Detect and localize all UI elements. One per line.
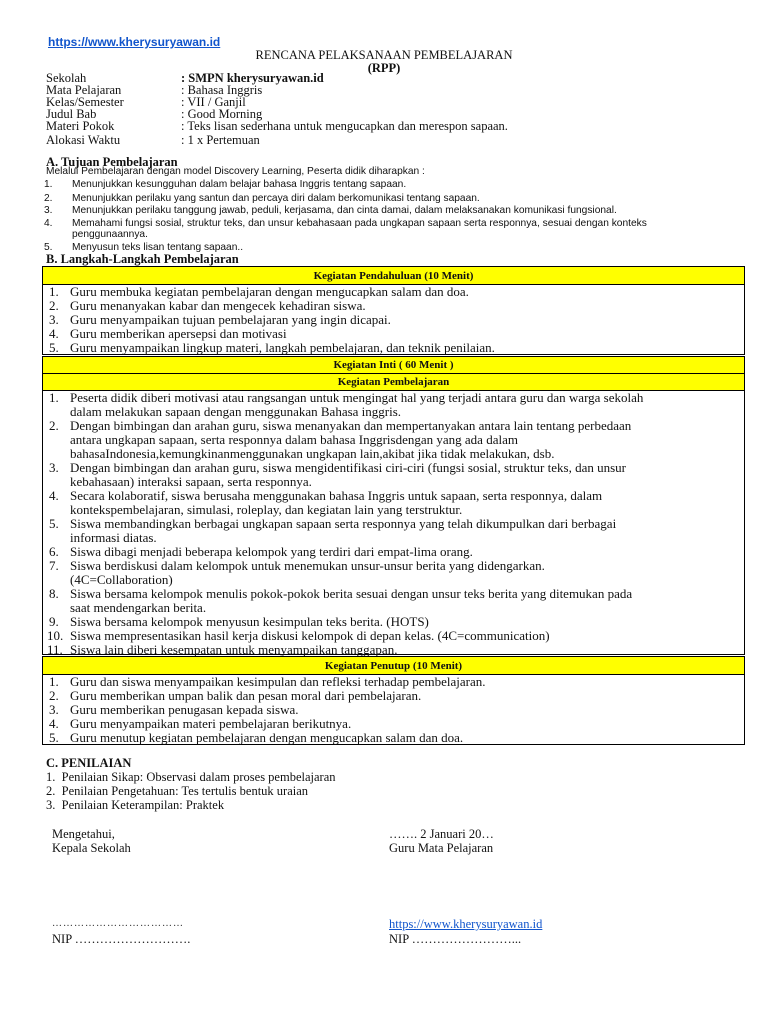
activity-number: 3. (49, 312, 59, 327)
signature-left-name-line: ……………………………… (52, 918, 184, 929)
goal-text: penggunaannya. (72, 229, 148, 240)
penilaian-number: 2. (46, 784, 56, 798)
activity-number: 8. (49, 586, 59, 601)
signature-date: ……. 2 Januari 20… (389, 827, 494, 841)
inti-header: Kegiatan Inti ( 60 Menit ) (43, 357, 744, 374)
activity-item (43, 615, 744, 629)
section-c-heading: C. PENILAIAN (46, 756, 132, 770)
activity-item (43, 717, 744, 731)
activity-text-line: Siswa berdiskusi dalam kelompok untuk menemukan unsur-unsur berita yang didengarkan. (70, 558, 545, 573)
section-a-heading: A. Tujuan Pembelajaran (46, 155, 178, 169)
identity-label: Kelas/Semester (46, 95, 124, 109)
signature-left-nip: NIP ………………………. (52, 932, 191, 946)
activity-item (43, 643, 744, 657)
identity-value: : 1 x Pertemuan (181, 133, 260, 147)
goal-text: Menunjukkan perilaku yang santun dan percaya diri dalam berkomunikasi tentang sapaan. (72, 193, 480, 204)
header-url-link[interactable]: https://www.kherysuryawan.id (48, 35, 221, 49)
activity-item (43, 689, 744, 703)
activity-text-line: Siswa membandingkan berbagai ungkapan sapaan serta responnya yang telah dikumpulkan dari berbagai (70, 516, 617, 531)
identity-label: Materi Pokok (46, 119, 115, 133)
activity-text-line: kontekspembelajaran, simulasi, roleplay, dan kegiatan lain yang terstruktur. (70, 502, 463, 517)
activity-text: Guru menyampaikan tujuan pembelajaran yang ingin dicapai. (70, 312, 391, 327)
identity-value: : VII / Ganjil (181, 95, 246, 109)
activity-number: 5. (49, 730, 59, 745)
goal-number: 1. (44, 179, 53, 190)
goal-number: 2. (44, 193, 53, 204)
activity-number: 2. (49, 418, 59, 433)
identity-label: Mata Pelajaran (46, 83, 122, 97)
activity-item (43, 285, 744, 299)
identity-value: : Good Morning (181, 107, 263, 121)
activity-text-line: Siswa mempresentasikan hasil kerja diskusi kelompok di depan kelas. (4C=communication) (70, 628, 550, 643)
activity-number: 1. (49, 674, 59, 689)
pendahuluan-table (42, 266, 745, 355)
activity-text-line: bahasaIndonesia,kemungkinanmenggunakan ungkapan lain,akibat jika tidak melakukan, dsb. (70, 446, 555, 461)
activity-item (43, 675, 744, 689)
activity-text-line: saat mendengarkan berita. (70, 600, 207, 615)
penilaian-item (46, 784, 308, 799)
signature-right-role: Guru Mata Pelajaran (389, 841, 494, 855)
goal-item (44, 179, 406, 191)
identity-label: Sekolah (46, 71, 87, 85)
identity-label: Judul Bab (46, 107, 97, 121)
activity-number: 4. (49, 716, 59, 731)
activity-text: Guru menyampaikan materi pembelajaran berikutnya. (70, 716, 352, 731)
activity-item (43, 327, 744, 341)
identity-label: Alokasi Waktu (46, 133, 121, 147)
activity-text-line: dalam melakukan sapaan dengan menggunakan Bahasa inggris. (70, 404, 402, 419)
activity-text: Guru memberikan umpan balik dan pesan moral dari pembelajaran. (70, 688, 422, 703)
inti-list (43, 391, 744, 657)
penilaian-number: 3. (46, 798, 56, 812)
activity-text: Guru menutup kegiatan pembelajaran dengan mengucapkan salam dan doa. (70, 730, 464, 745)
activity-text-line: Secara kolaboratif, siswa berusaha menggunakan bahasa Inggris untuk sapaan, serta responnya, dalam (70, 488, 603, 503)
activity-number: 1. (49, 390, 59, 405)
identity-value: : SMPN kherysuryawan.id (181, 71, 324, 85)
goal-text: Memahami fungsi sosial, struktur teks, dan unsur kebahasaan pada ungkapan sapaan serta responnya, sesuai dengan konteks (72, 218, 647, 229)
penilaian-number: 1. (46, 770, 56, 784)
activity-item (43, 341, 744, 355)
activity-number: 6. (49, 544, 59, 559)
activity-number: 10. (47, 628, 64, 643)
activity-text-line: Siswa lain diberi kesempatan untuk menyampaikan tanggapan. (70, 642, 398, 657)
activity-text-line: Peserta didik diberi motivasi atau rangsangan untuk mengingat hal yang terjadi antara guru dan warga sekolah (70, 390, 644, 405)
penutup-header: Kegiatan Penutup (10 Menit) (43, 657, 744, 675)
activity-text: Guru dan siswa menyampaikan kesimpulan dan refleksi terhadap pembelajaran. (70, 674, 486, 689)
activity-text-line: Dengan bimbingan dan arahan guru, siswa mengidentifikasi ciri-ciri (fungsi sosial, struktur teks, dan unsur (70, 460, 626, 475)
goal-item (44, 229, 148, 241)
identity-value: : Teks lisan sederhana untuk mengucapkan dan merespon sapaan. (181, 119, 508, 133)
activity-item (43, 703, 744, 717)
goal-number: 5. (44, 242, 53, 253)
activity-number: 1. (49, 284, 59, 299)
penilaian-text: Penilaian Sikap: Observasi dalam proses pembelajaran (61, 770, 336, 784)
activity-text-line: kebahasaan) interaksi sapaan, serta responnya. (70, 474, 312, 489)
activity-number: 3. (49, 460, 59, 475)
activity-number: 4. (49, 326, 59, 341)
goal-item (44, 205, 617, 217)
activity-item (43, 587, 744, 615)
inti-table (42, 356, 745, 655)
goal-number: 4. (44, 218, 53, 229)
inti-subheader: Kegiatan Pembelajaran (43, 374, 744, 391)
activity-number: 11. (47, 642, 63, 657)
document-subtitle: (RPP) (367, 61, 401, 75)
activity-item (43, 629, 744, 643)
activity-number: 2. (49, 688, 59, 703)
activity-text-line: Siswa bersama kelompok menulis pokok-pokok berita sesuai dengan unsur teks berita yang ditemukan pada (70, 586, 633, 601)
activity-item (43, 419, 744, 461)
activity-text-line: (4C=Collaboration) (70, 572, 173, 587)
goal-text: Menunjukkan kesungguhan dalam belajar bahasa Inggris tentang sapaan. (72, 179, 407, 190)
goal-text: Menyusun teks lisan tentang sapaan.. (72, 242, 244, 253)
activity-item (43, 731, 744, 745)
activity-text-line: informasi diatas. (70, 530, 157, 545)
activity-text-line: Siswa bersama kelompok menyusun kesimpulan teks berita. (HOTS) (70, 614, 429, 629)
activity-item (43, 489, 744, 517)
signature-right-nip: NIP ……………………... (389, 932, 522, 946)
activity-item (43, 299, 744, 313)
activity-text: Guru menanyakan kabar dan mengecek kehadiran siswa. (70, 298, 366, 313)
penutup-list (43, 675, 744, 745)
activity-text: Guru memberikan apersepsi dan motivasi (70, 326, 287, 341)
penilaian-text: Penilaian Keterampilan: Praktek (61, 798, 225, 812)
activity-number: 5. (49, 516, 59, 531)
activity-text-line: Siswa dibagi menjadi beberapa kelompok yang terdiri dari empat-lima orang. (70, 544, 473, 559)
penilaian-item (46, 770, 336, 785)
identity-row-alokasi (46, 134, 260, 147)
section-b-heading: B. Langkah-Langkah Pembelajaran (46, 252, 239, 266)
pendahuluan-header: Kegiatan Pendahuluan (10 Menit) (43, 267, 744, 285)
identity-row-materi (46, 120, 508, 133)
activity-text: Guru memberikan penugasan kepada siswa. (70, 702, 299, 717)
activity-item (43, 391, 744, 419)
identity-value: : Bahasa Inggris (181, 83, 263, 97)
activity-number: 5. (49, 340, 59, 355)
goal-number: 3. (44, 205, 53, 216)
activity-number: 4. (49, 488, 59, 503)
signature-right-url-link[interactable]: https://www.kherysuryawan.id (389, 917, 543, 931)
activity-text: Guru membuka kegiatan pembelajaran dengan mengucapkan salam dan doa. (70, 284, 469, 299)
penutup-table (42, 656, 745, 745)
activity-item (43, 517, 744, 545)
goal-text: Menunjukkan perilaku tanggung jawab, peduli, kerjasama, dan cinta damai, dalam melaksanakan komunikasi fungsional. (72, 205, 617, 216)
goal-item (44, 193, 480, 205)
activity-text-line: antara ungkapan sapaan, serta responnya dalam bahasa Inggrisdengan yang ada dalam (70, 432, 518, 447)
signature-left-role: Kepala Sekolah (52, 841, 131, 855)
activity-number: 2. (49, 298, 59, 313)
activity-item (43, 313, 744, 327)
document-title: RENCANA PELAKSANAAN PEMBELAJARAN (255, 48, 513, 62)
activity-item (43, 461, 744, 489)
activity-text-line: Dengan bimbingan dan arahan guru, siswa menanyakan dan mempertanyakan antara lain tentang perbedaan (70, 418, 632, 433)
activity-text: Guru menyampaikan lingkup materi, langkah pembelajaran, dan teknik penilaian. (70, 340, 495, 355)
activity-number: 7. (49, 558, 59, 573)
signature-left-label: Mengetahui, (52, 827, 115, 841)
activity-item (43, 559, 744, 587)
penilaian-text: Penilaian Pengetahuan: Tes tertulis bentuk uraian (61, 784, 309, 798)
penilaian-item (46, 798, 224, 813)
pendahuluan-list (43, 285, 744, 355)
section-a-intro: Melalui Pembelajaran dengan model Discovery Learning, Peserta didik diharapkan : (46, 166, 425, 177)
activity-number: 9. (49, 614, 59, 629)
activity-item (43, 545, 744, 559)
activity-number: 3. (49, 702, 59, 717)
